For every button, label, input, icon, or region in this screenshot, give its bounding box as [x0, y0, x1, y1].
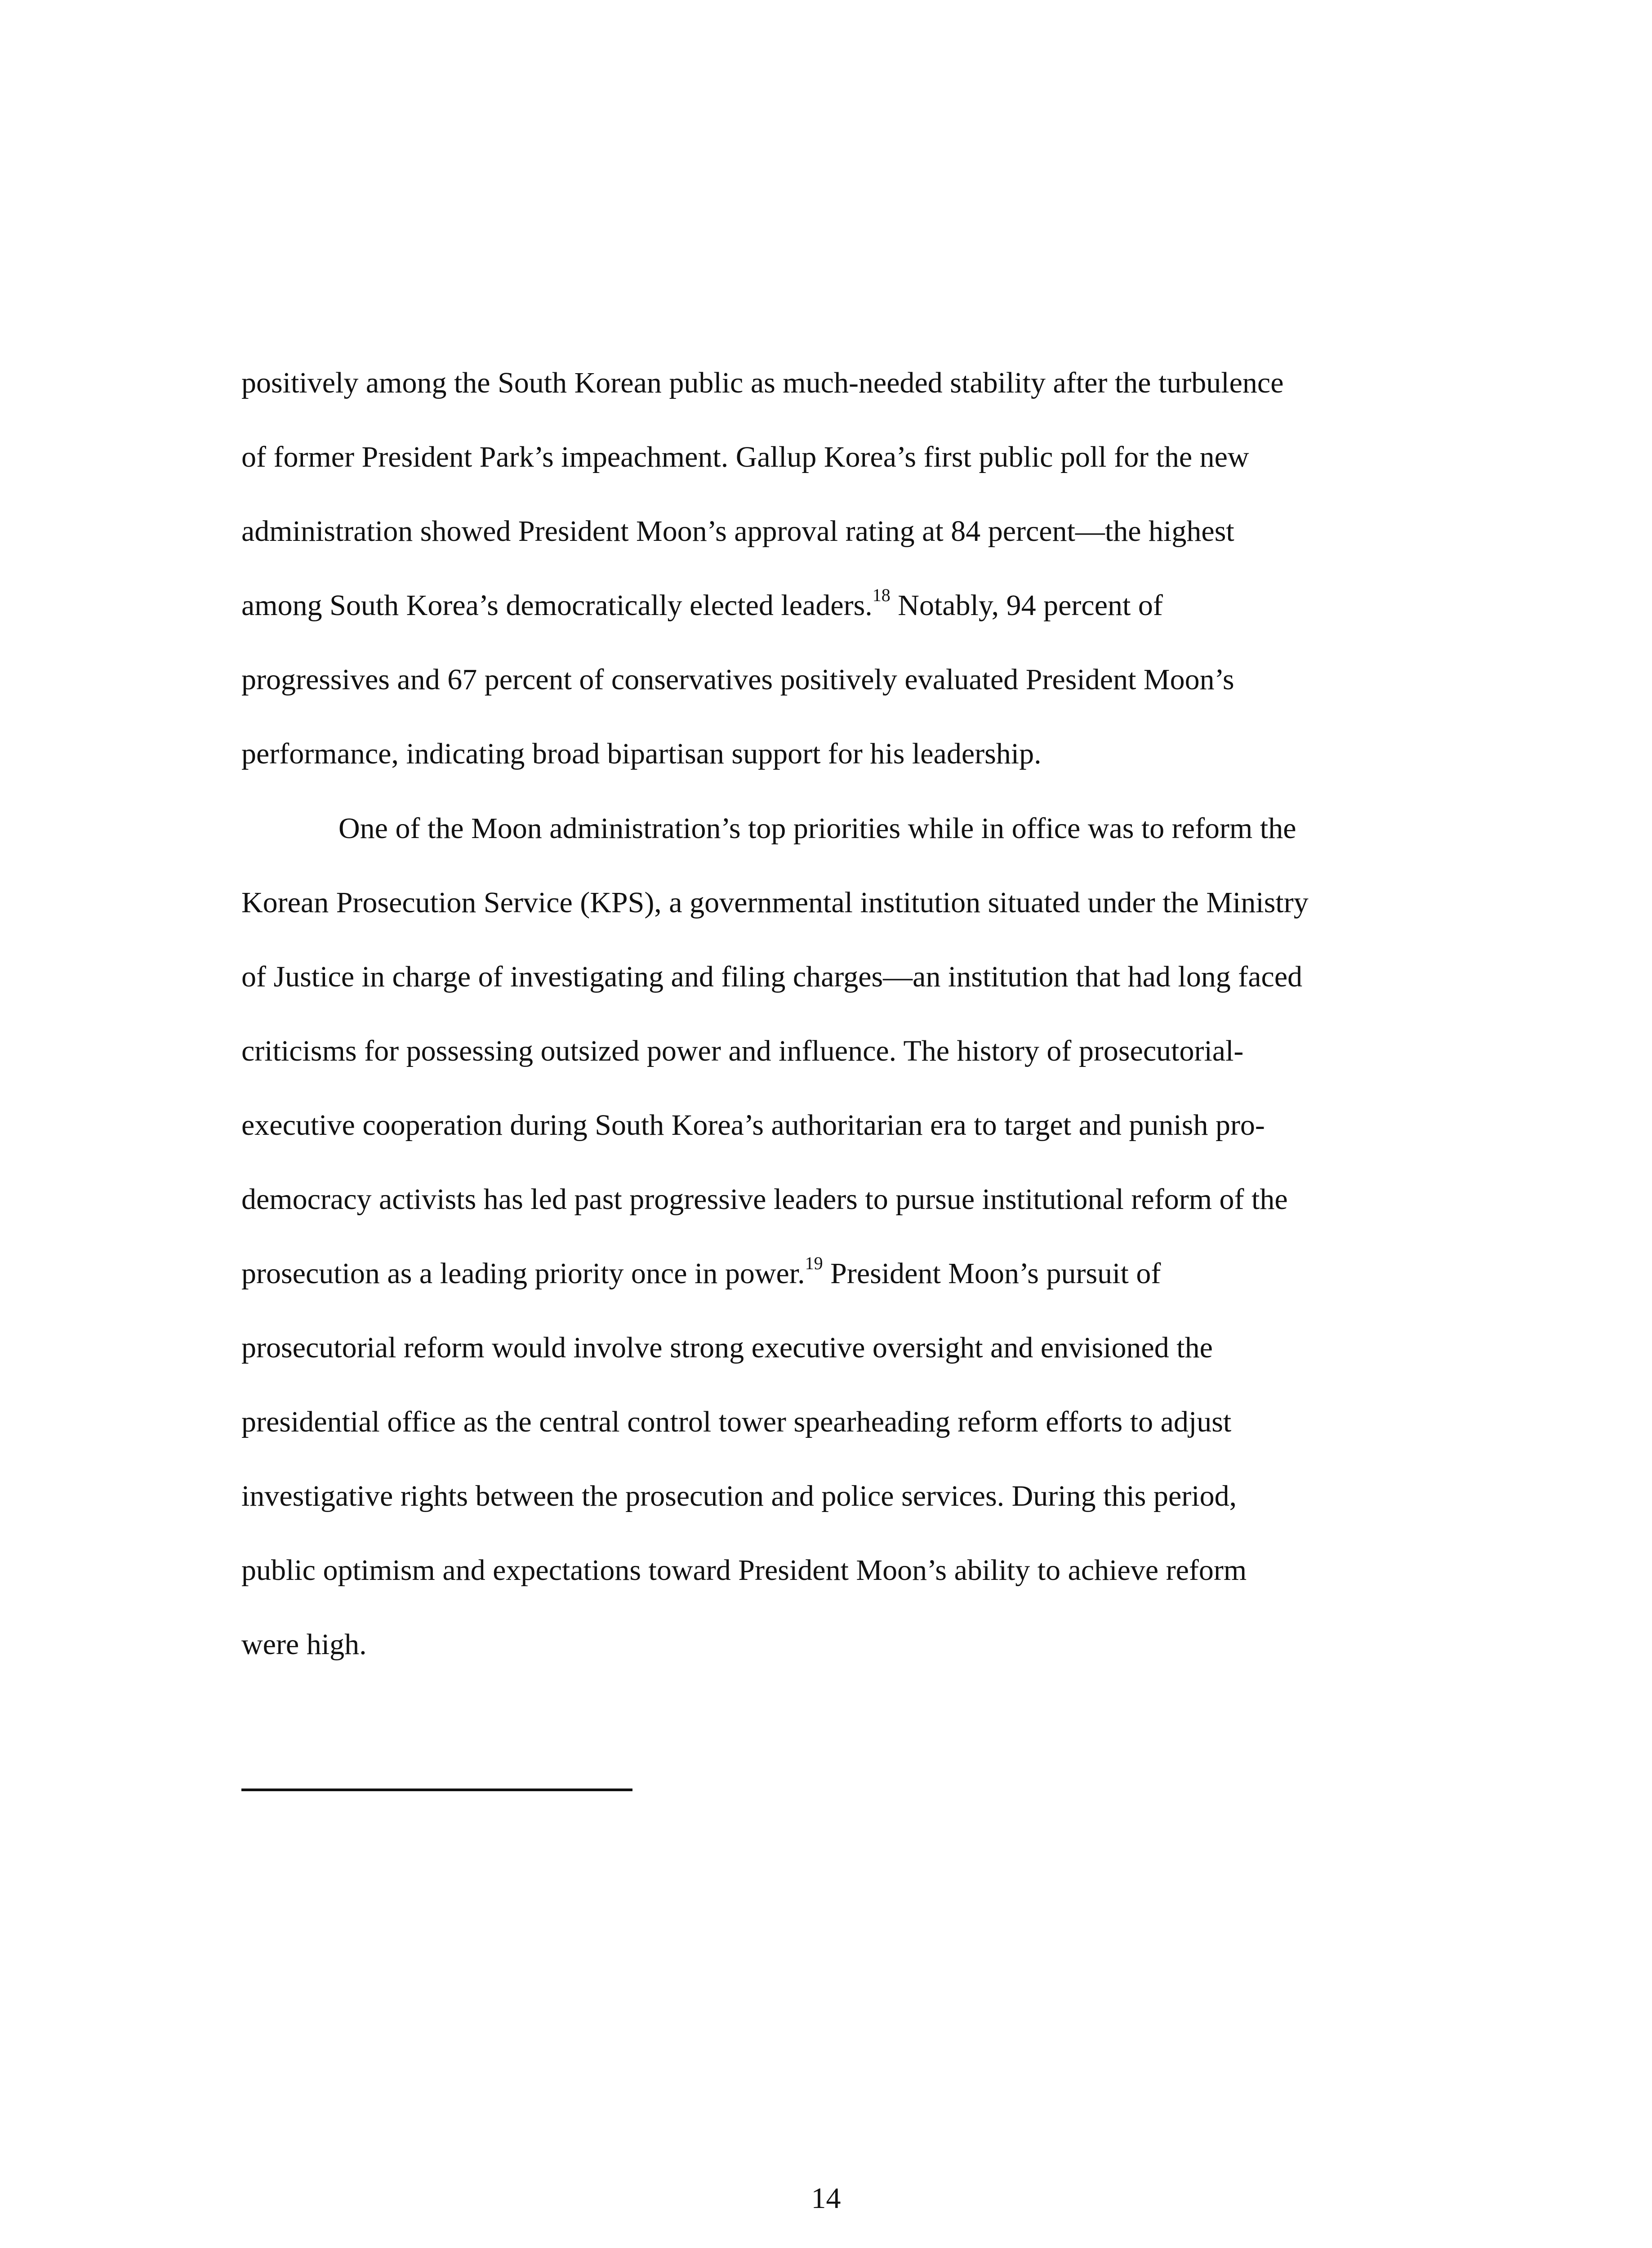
body-text-segment: Notably, 94 percent of [898, 589, 1163, 622]
body-text-line: public optimism and expectations toward President Moon’s ability to achieve reform [241, 1554, 1247, 1587]
body-text-line-with-footnote [241, 1253, 1161, 1292]
body-text-line: prosecutorial reform would involve strong executive oversight and envisioned the [241, 1331, 1213, 1364]
body-text-line: were high. [241, 1628, 367, 1661]
body-text-line: Korean Prosecution Service (KPS), a governmental institution situated under the Ministry [241, 886, 1309, 919]
footnote-reference-19: 19 [805, 1253, 823, 1273]
body-text-line-with-footnote [241, 585, 1163, 624]
body-text-segment: President Moon’s pursuit of [830, 1257, 1161, 1290]
body-text-line: executive cooperation during South Korea’s authoritarian era to target and punish pro- [241, 1109, 1265, 1142]
body-text-line: administration showed President Moon’s approval rating at 84 percent—the highest [241, 515, 1234, 548]
body-text-line: progressives and 67 percent of conservatives positively evaluated President Moon’s [241, 663, 1234, 696]
body-text-line: of Justice in charge of investigating and filing charges—an institution that had long faced [241, 960, 1303, 993]
body-text-line: criticisms for possessing outsized power and influence. The history of prosecutorial- [241, 1035, 1244, 1067]
body-text-line: of former President Park’s impeachment. Gallup Korea’s first public poll for the new [241, 441, 1249, 473]
body-text-line: democracy activists has led past progressive leaders to pursue institutional reform of the [241, 1183, 1288, 1216]
page-number: 14 [811, 2182, 841, 2215]
footnote-separator [241, 1789, 632, 1791]
paragraph-first-line: One of the Moon administration’s top priorities while in office was to reform the [338, 812, 1296, 845]
body-text-line: presidential office as the central control tower spearheading reform efforts to adjust [241, 1405, 1232, 1438]
body-text-segment: prosecution as a leading priority once in power. [241, 1257, 805, 1290]
body-text-segment: among South Korea’s democratically elected leaders. [241, 589, 873, 622]
body-text-line: investigative rights between the prosecution and police services. During this period, [241, 1480, 1237, 1512]
footnote-reference-18: 18 [872, 585, 891, 605]
body-text-line: positively among the South Korean public as much-needed stability after the turbulence [241, 366, 1284, 399]
body-text-line: performance, indicating broad bipartisan support for his leadership. [241, 737, 1042, 770]
